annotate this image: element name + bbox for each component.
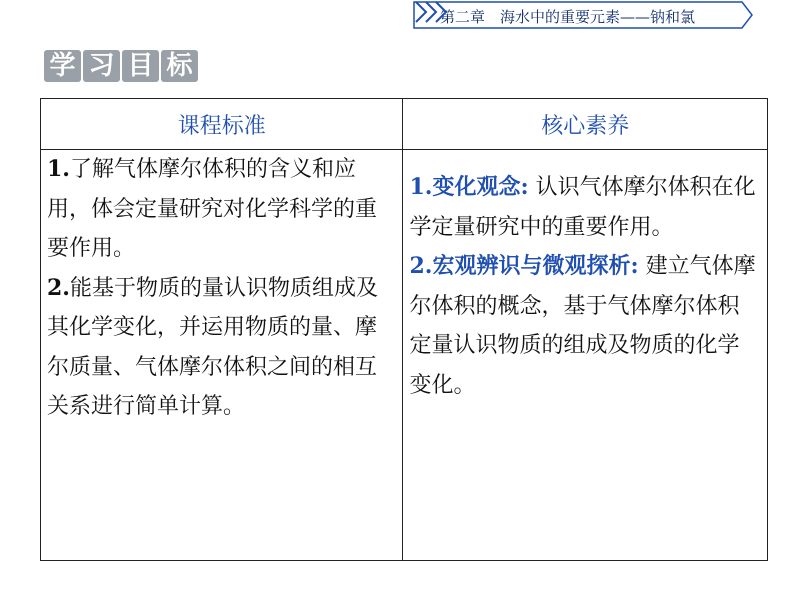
literacy-item [409, 247, 761, 405]
item-number: 2. [47, 274, 70, 301]
section-title-learning-goals [44, 50, 198, 84]
core-literacy-cell [403, 150, 768, 561]
item-number: 1. [47, 156, 70, 182]
table-header-row [41, 99, 768, 150]
item-text: 认识气体摩尔体积在化学定量研究中的重要作用。 [409, 175, 756, 240]
standard-item [47, 150, 394, 269]
table-row [41, 150, 768, 561]
chapter-header [412, 0, 794, 30]
item-number: 2. [409, 253, 433, 279]
item-text: 能基于物质的量认识物质组成及其化学变化，并运用物质的量、摩尔质量、气体摩尔体积之间的相互关系进行简单计算。 [47, 275, 378, 419]
curriculum-standard-cell [41, 150, 403, 561]
section-title-char: 习 [83, 50, 120, 82]
standard-item [47, 269, 394, 427]
item-text: 建立气体摩尔体积的概念，基于气体摩尔体积定量认识物质的组成及物质的化学变化。 [409, 254, 756, 398]
section-title-char: 目 [122, 50, 159, 82]
item-label: 宏观辨识与微观探析: [432, 253, 639, 279]
item-number: 1. [409, 174, 433, 200]
item-label: 变化观念: [432, 174, 529, 200]
section-title-char: 标 [161, 50, 198, 82]
header-curriculum-standard: 课程标准 [41, 99, 403, 150]
chevron-right-icon [412, 0, 452, 24]
header-core-literacy: 核心素养 [403, 99, 768, 150]
literacy-item [409, 168, 761, 247]
chapter-title: 第二章 海水中的重要元素——钠和氯 [440, 8, 696, 26]
section-title-char: 学 [44, 50, 81, 82]
goals-table [40, 98, 768, 561]
item-text: 了解气体摩尔体积的含义和应用，体会定量研究对化学科学的重要作用。 [47, 157, 378, 261]
